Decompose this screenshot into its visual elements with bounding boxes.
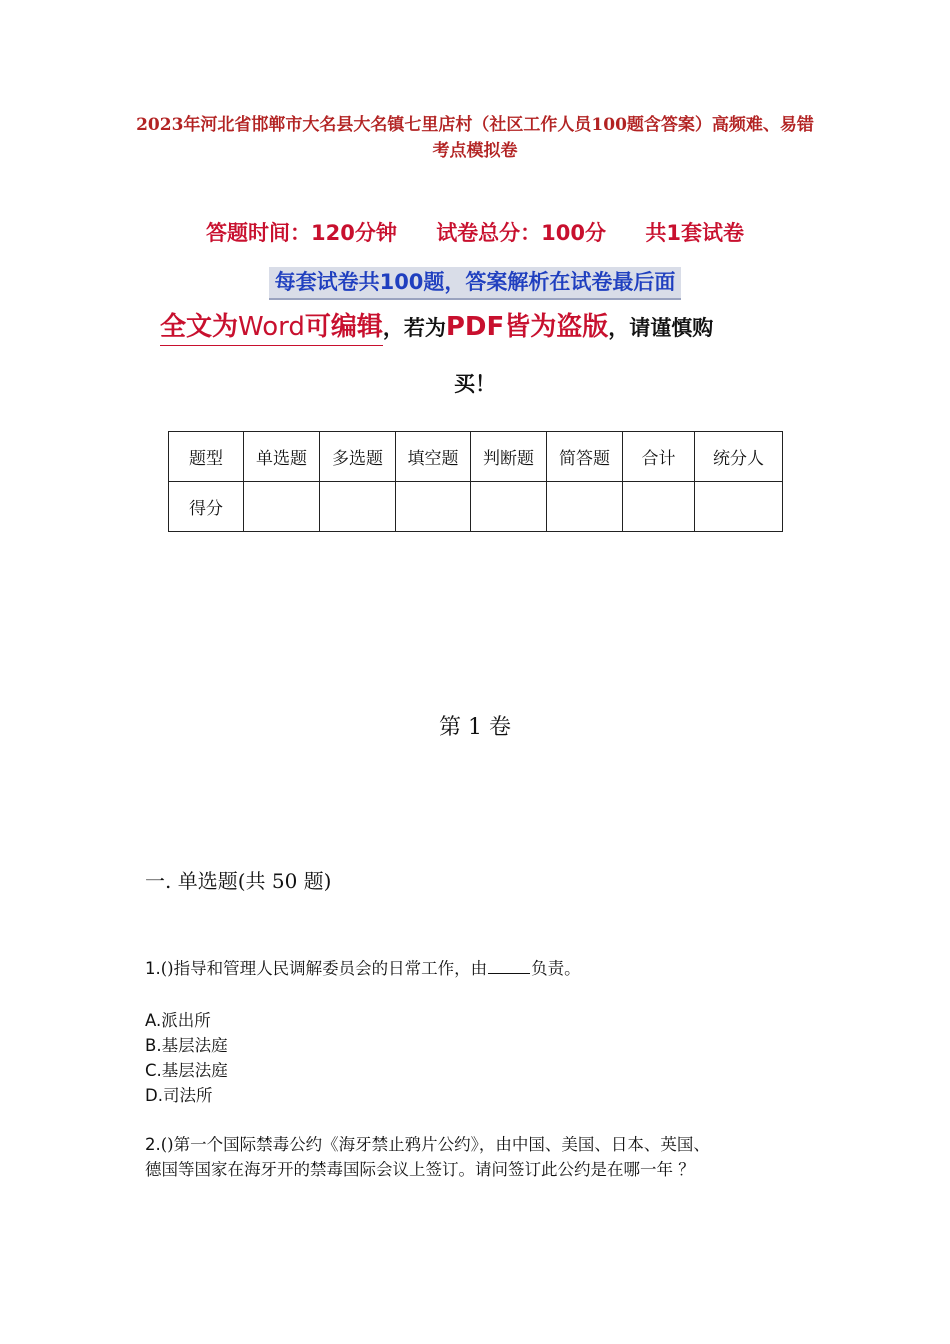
score-cell <box>695 482 783 532</box>
row-label-cell: 得分 <box>169 482 244 532</box>
score-cell <box>623 482 695 532</box>
question-2-line-1 <box>145 1132 710 1157</box>
section-heading: 一. 单选题(共 50 题) <box>145 869 332 893</box>
option-text: 基层法庭 <box>161 1036 228 1055</box>
answer-notice <box>0 266 950 296</box>
score-cell <box>396 482 471 532</box>
option-letter: A. <box>145 1011 162 1030</box>
answer-notice-text: 每套试卷共100题，答案解析在试卷最后面 <box>269 267 682 300</box>
header-cell: 填空题 <box>396 432 471 482</box>
editable-notice-prefix: 全文为 <box>160 312 239 342</box>
score-cell <box>244 482 320 532</box>
score-cell <box>547 482 623 532</box>
header-cell: 合计 <box>623 432 695 482</box>
score-table-header-row <box>169 432 783 482</box>
exam-total-score: 试卷总分：100分 <box>436 221 607 245</box>
question-text-after: 负责。 <box>531 959 581 978</box>
option-text: 派出所 <box>161 1011 211 1030</box>
option-letter: C. <box>145 1061 162 1080</box>
option-a <box>145 1007 211 1031</box>
editable-label: 可编辑 <box>304 312 383 342</box>
header-cell: 多选题 <box>320 432 396 482</box>
exam-info <box>0 217 950 247</box>
score-table <box>168 431 783 532</box>
option-text: 司法所 <box>162 1086 213 1105</box>
question-text-before: ()指导和管理人民调解委员会的日常工作，由 <box>160 959 488 978</box>
option-d <box>145 1082 212 1106</box>
option-letter: D. <box>145 1086 163 1105</box>
document-title: 2023年河北省邯郸市大名县大名镇七里店村（社区工作人员100题含答案）高频难、易错考点模拟卷 <box>136 115 814 161</box>
question-number: 2. <box>145 1135 161 1154</box>
score-cell <box>471 482 547 532</box>
question-1 <box>145 956 581 981</box>
header-cell: 判断题 <box>471 432 547 482</box>
question-number: 1. <box>145 959 161 978</box>
option-b <box>145 1032 228 1056</box>
piracy-connector: ，若为 <box>382 316 446 340</box>
score-table-score-row <box>169 482 783 532</box>
exam-time: 答题时间：120分钟 <box>206 221 397 245</box>
header-cell: 简答题 <box>547 432 623 482</box>
header-cell: 题型 <box>169 432 244 482</box>
pdf-piracy-label: PDF皆为盗版 <box>445 312 609 342</box>
header-cell: 统分人 <box>695 432 783 482</box>
score-cell <box>320 482 396 532</box>
answer-blank <box>488 973 530 974</box>
question-2 <box>145 1132 710 1182</box>
word-label: Word <box>238 312 305 342</box>
caution-text-end: 买！ <box>454 372 496 396</box>
editable-notice <box>160 312 383 346</box>
question-2-line-2: 德国等国家在海牙开的禁毒国际会议上签订。请问签订此公约是在哪一年 ？ <box>145 1160 695 1179</box>
header-cell: 单选题 <box>244 432 320 482</box>
option-letter: B. <box>145 1036 162 1055</box>
piracy-notice <box>160 310 800 345</box>
option-text: 基层法庭 <box>161 1061 228 1080</box>
exam-set-count: 共1套试卷 <box>645 221 744 245</box>
question-text: ()第一个国际禁毒公约《海牙禁止鸦片公约》，由中国、美国、日本、英国、 <box>160 1135 710 1154</box>
option-c <box>145 1057 228 1081</box>
volume-heading: 第 1 卷 <box>439 715 511 740</box>
caution-text: ，请谨慎购 <box>608 316 714 340</box>
